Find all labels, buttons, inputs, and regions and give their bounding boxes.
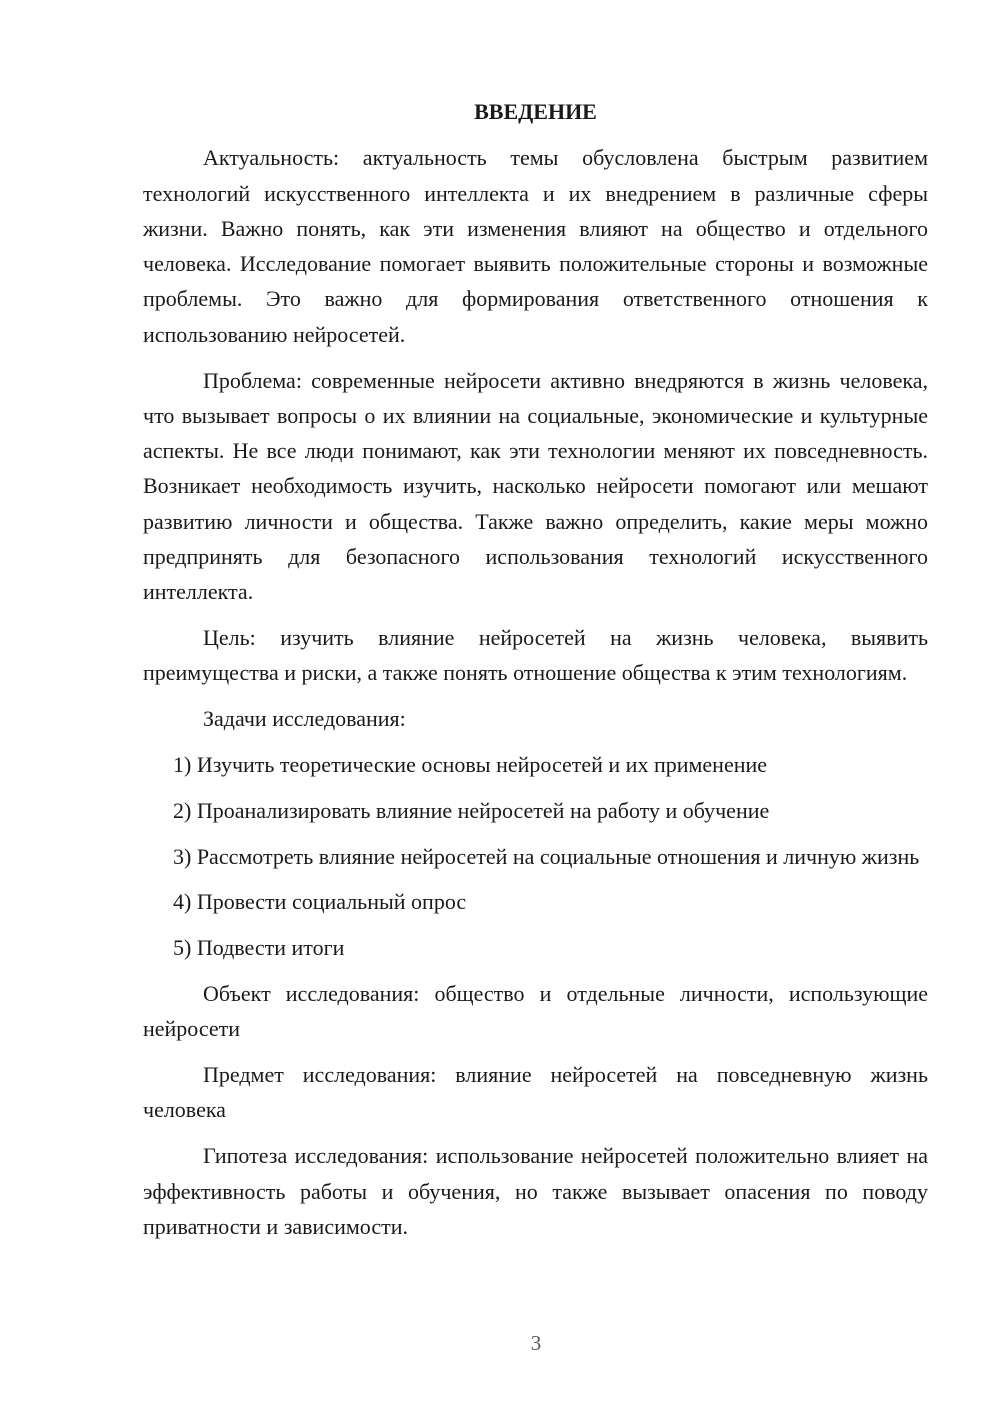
task-item: 1) Изучить теоретические основы нейросетей и их применение: [173, 752, 768, 778]
tasks-heading: Задачи исследования:: [203, 706, 406, 732]
page-number: 3: [530, 1331, 542, 1355]
task-item: 2) Проанализировать влияние нейросетей на работу и обучение: [173, 797, 770, 823]
task-item: 4) Провести социальный опрос: [173, 889, 467, 915]
problem-paragraph: Проблема: современные нейросети активно внедряются в жизнь человека, что вызывает вопросы о их влиянии на социальные, экономические и культурные аспекты. Не все люди понимают, как эти технологии меняют их повседневность. Возникает необходимость изучить, насколько нейросети помогают или мешают развитию личности и общества. Также важно определить, какие меры можно предпринять для безопасного использования технологий искусственного интеллекта.: [143, 367, 928, 605]
hypothesis-paragraph: Гипотеза исследования: использование нейросетей положительно влияет на эффективность работы и обучения, но также вызывает опасения по поводу приватности и зависимости.: [143, 1143, 928, 1239]
page-content: [143, 94, 928, 1255]
task-item: 5) Подвести итоги: [173, 935, 345, 961]
goal-paragraph: Цель: изучить влияние нейросетей на жизнь человека, выявить преимущества и риски, а также понять отношение общества к этим технологиям.: [143, 625, 928, 686]
task-item: 3) Рассмотреть влияние нейросетей на социальные отношения и личную жизнь: [173, 843, 920, 869]
relevance-paragraph: Актуальность: актуальность темы обусловлена быстрым развитием технологий искусственного интеллекта и их внедрением в различные сферы жизни. Важно понять, как эти изменения влияют на общество и отдельного человека. Исследование помогает выявить положительные стороны и возможные проблемы. Это важно для формирования ответственного отношения к использованию нейросетей.: [143, 145, 928, 347]
page-title: ВВЕДЕНИЕ: [474, 99, 597, 124]
object-paragraph: Объект исследования: общество и отдельные личности, использующие нейросети: [143, 981, 928, 1042]
subject-paragraph: Предмет исследования: влияние нейросетей на повседневную жизнь человека: [143, 1062, 928, 1123]
